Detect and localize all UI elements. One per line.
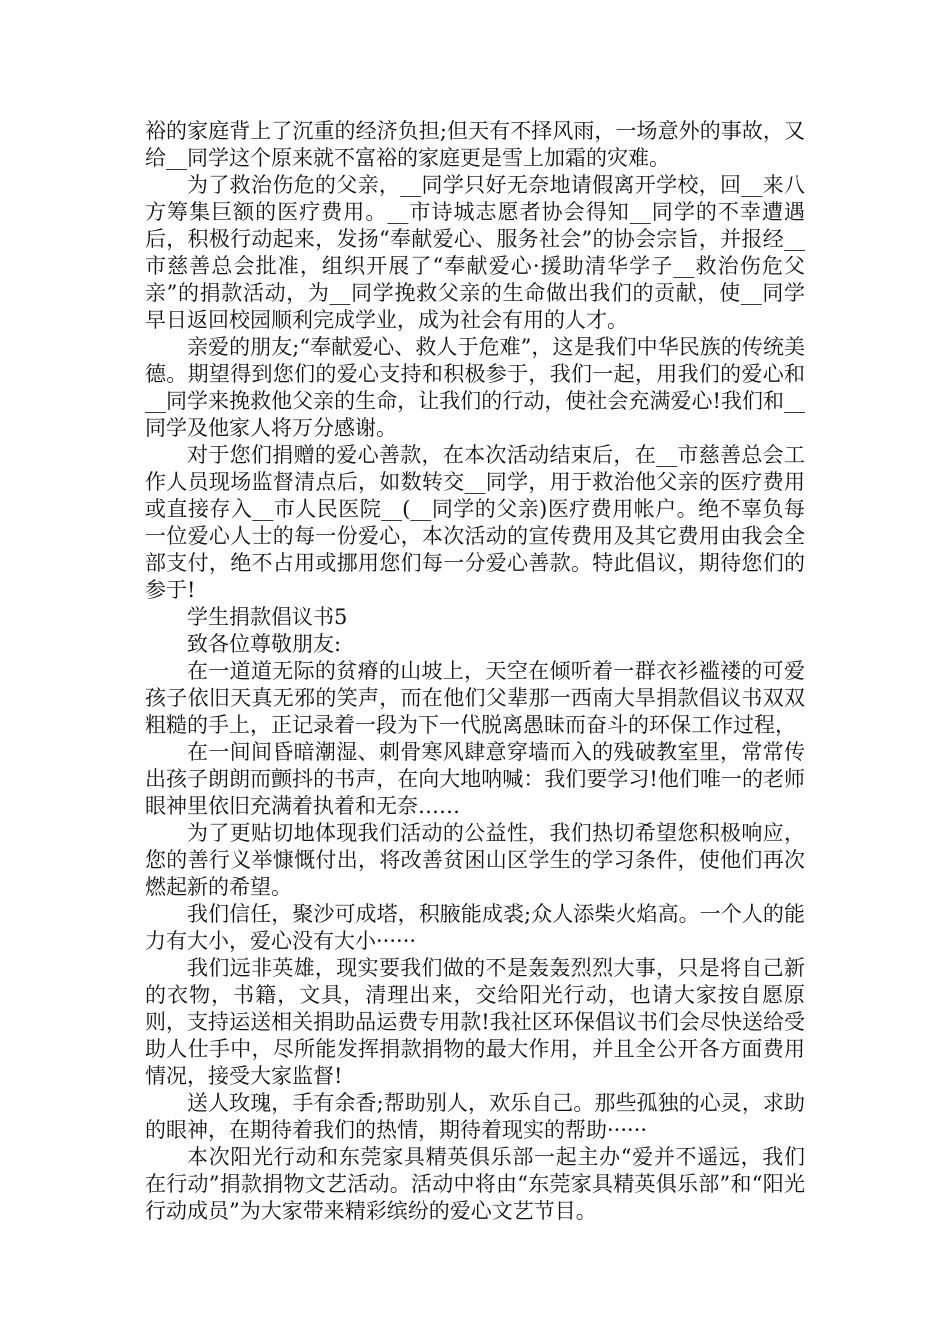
salutation: 致各位尊敬朋友: — [187, 632, 342, 656]
document-body — [145, 118, 805, 1225]
paragraph-7: 在一道道无际的贫瘠的山坡上，天空在倾听着一群衣衫褴褛的可爱孩子依旧天真无邪的笑声，而在他们父辈那一西南大旱捐款倡议书双双粗糙的手上，正记录着一段为下一代脱离愚昧而奋斗的环保工作过程， — [145, 659, 805, 737]
section-title: 学生捐款倡议书5 — [187, 605, 348, 629]
paragraph-11: 我们远非英雄，现实要我们做的不是轰轰烈烈大事，只是将自己新的衣物，书籍，文具，清理出来，交给阳光行动，也请大家按自愿原则，支持运送相关捐助品运费专用款!我社区环保倡议书们会尽快送给受助人仕手中，尽所能发挥捐款捐物的最大作用，并且全公开各方面费用情况，接受大家监督! — [145, 956, 805, 1088]
paragraph-2: 为了救治伤危的父亲，__同学只好无奈地请假离开学校，回__来八方筹集巨额的医疗费用。__市诗城志愿者协会得知__同学的不幸遭遇后，积极行动起来，发扬“奉献爱心、服务社会”的协会宗旨，并报经__市慈善总会批准，组织开展了“奉献爱心·援助清华学子__救治伤危父亲”的捐款活动，为__同学挽救父亲的生命做出我们的贡献，使__同学早日返回校园顺利完成学业，成为社会有用的人才。 — [145, 173, 805, 332]
paragraph-8: 在一间间昏暗潮湿、刺骨寒风肆意穿墙而入的残破教室里，常常传出孩子朗朗而颤抖的书声，在向大地呐喊：我们要学习!他们唯一的老师眼神里依旧充满着执着和无奈…… — [145, 740, 805, 818]
paragraph-10: 我们信任，聚沙可成塔，积腋能成裘;众人添柴火焰高。一个人的能力有大小，爱心没有大小······ — [145, 902, 805, 953]
paragraph-1: 裕的家庭背上了沉重的经济负担;但天有不择风雨，一场意外的事故，又给__同学这个原来就不富裕的家庭更是雪上加霜的灾难。 — [145, 119, 805, 170]
paragraph-4: 对于您们捐赠的爱心善款，在本次活动结束后，在__市慈善总会工作人员现场监督清点后，如数转交__同学，用于救治他父亲的医疗费用或直接存入__市人民医院__(__同学的父亲)医疗费用帐户。绝不辜负每一位爱心人士的每一份爱心，本次活动的宣传费用及其它费用由我会全部支付，绝不占用或挪用您们每一分爱心善款。特此倡议，期待您们的参于! — [145, 443, 805, 602]
paragraph-3: 亲爱的朋友;“奉献爱心、救人于危难”，这是我们中华民族的传统美德。期望得到您们的爱心支持和积极参于，我们一起，用我们的爱心和__同学来挽救他父亲的生命，让我们的行动，使社会充满爱心!我们和__同学及他家人将万分感谢。 — [145, 335, 805, 440]
paragraph-12: 送人玫瑰，手有余香;帮助别人，欢乐自己。那些孤独的心灵，求助的眼神，在期待着我们的热情，期待着现实的帮助······ — [145, 1091, 805, 1142]
paragraph-13: 本次阳光行动和东莞家具精英俱乐部一起主办“爱并不遥远，我们在行动”捐款捐物文艺活动。活动中将由“东莞家具精英俱乐部”和“阳光行动成员”为大家带来精彩缤纷的爱心文艺节目。 — [145, 1145, 805, 1223]
paragraph-9: 为了更贴切地体现我们活动的公益性，我们热切希望您积极响应，您的善行义举慷慨付出，将改善贫困山区学生的学习条件，使他们再次燃起新的希望。 — [145, 821, 805, 899]
